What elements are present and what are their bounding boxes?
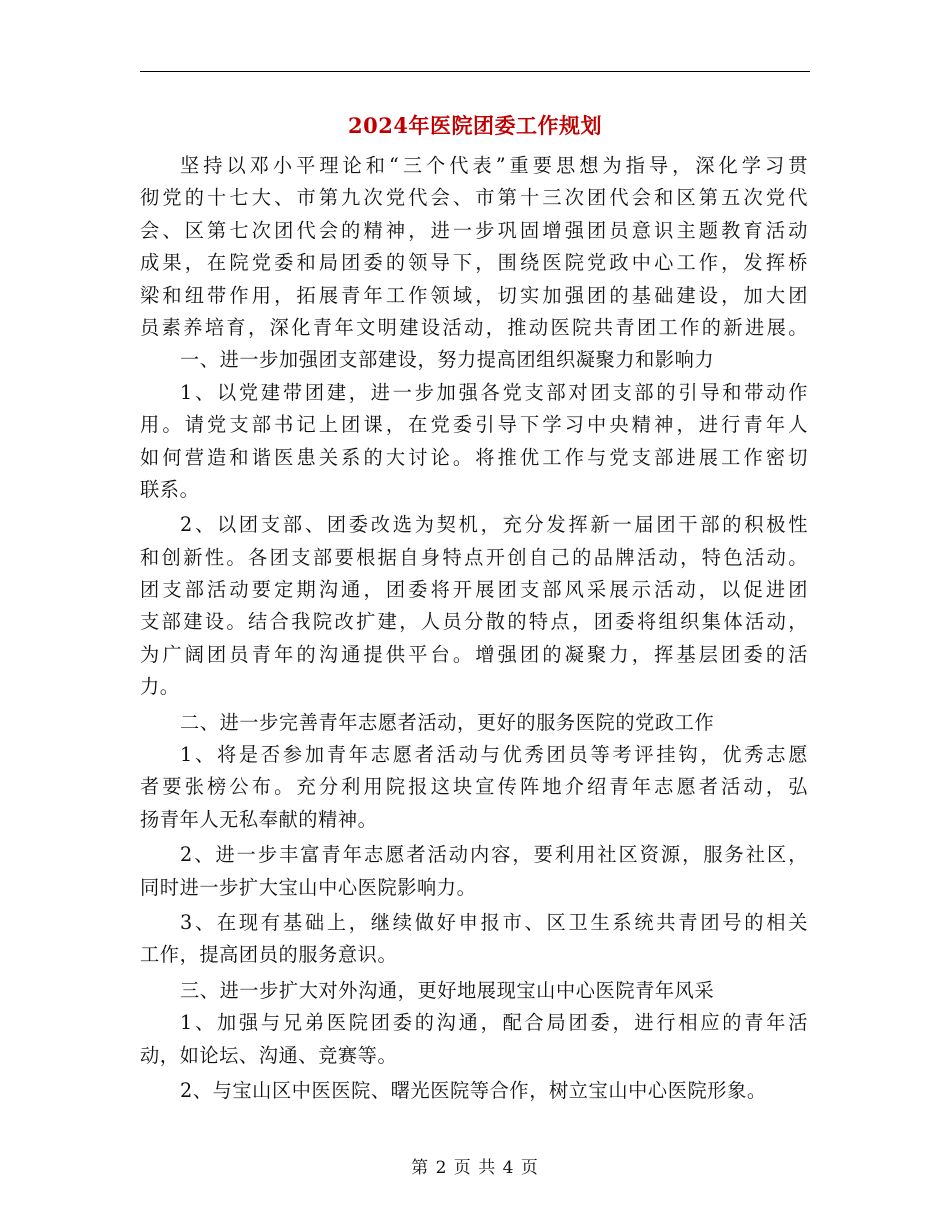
paragraph-line: 2、以团支部、团委改选为契机，充分发挥新一届团干部的积极性 (180, 513, 808, 537)
paragraph-line: 成果，在院党委和局团委的领导下，围绕医院党政中心工作，发挥桥 (140, 251, 808, 275)
paragraph-line: 扬青年人无私奉献的精神。 (140, 807, 378, 831)
document-body (140, 150, 808, 1107)
paragraph-line: 坚持以邓小平理论和“三个代表”重要思想为指导，深化学习贯 (180, 154, 808, 177)
paragraph-line: 1、以党建带团建，进一步加强各党支部对团支部的引导和带动作 (180, 380, 808, 404)
paragraph-line: 2、与宝山区中医医院、曙光医院等合作，树立宝山中心医院形象。 (180, 1078, 767, 1102)
paragraph-line: 和创新性。各团支部要根据自身特点开创自己的品牌活动，特色活动。 (140, 545, 808, 569)
paragraph-line: 力。 (140, 675, 180, 699)
page-title: 2024年医院团委工作规划 (348, 113, 602, 138)
paragraph-line: 2、进一步丰富青年志愿者活动内容，要利用社区资源，服务社区， (180, 843, 808, 867)
paragraph-line: 员素养培育，深化青年文明建设活动，推动医院共青团工作的新进展。 (140, 315, 808, 339)
section-heading: 三、进一步扩大对外沟通，更好地展现宝山中心医院青年风采 (180, 978, 715, 1002)
paragraph-line: 支部建设。结合我院改扩建，人员分散的特点，团委将组织集体活动， (140, 610, 808, 634)
paragraph-line: 梁和纽带作用，拓展青年工作领域，切实加强团的基础建设，加大团 (140, 283, 808, 307)
paragraph-line: 工作，提高团员的服务意识。 (140, 943, 398, 967)
paragraph-line: 者要张榜公布。充分利用院报这块宣传阵地介绍青年志愿者活动，弘 (140, 775, 808, 799)
paragraph-line: 彻党的十七大、市第九次党代会、市第十三次团代会和区第五次党代 (140, 186, 808, 210)
header-rule (140, 71, 810, 72)
paragraph-line: 同时进一步扩大宝山中心医院影响力。 (140, 875, 477, 899)
paragraph-line: 联系。 (140, 477, 200, 501)
paragraph-line: 如何营造和谐医患关系的大讨论。将推优工作与党支部进展工作密切 (140, 445, 808, 469)
paragraph-line: 动，如论坛、沟通、竞赛等。 (140, 1043, 398, 1067)
paragraph-line: 为广阔团员青年的沟通提供平台。增强团的凝聚力，挥基层团委的活 (140, 642, 808, 666)
paragraph-line: 团支部活动要定期沟通，团委将开展团支部风采展示活动，以促进团 (140, 578, 808, 602)
paragraph-line: 3、在现有基础上，继续做好申报市、区卫生系统共青团号的相关 (180, 910, 808, 934)
section-heading: 一、进一步加强团支部建设，努力提高团组织凝聚力和影响力 (180, 348, 715, 372)
page-number-footer: 第 2 页 共 4 页 (411, 1158, 539, 1178)
paragraph-line: 1、加强与兄弟医院团委的沟通，配合局团委，进行相应的青年活 (180, 1011, 808, 1035)
paragraph-line: 1、将是否参加青年志愿者活动与优秀团员等考评挂钩，优秀志愿 (180, 743, 808, 767)
paragraph-line: 会、区第七次团代会的精神，进一步巩固增强团员意识主题教育活动 (140, 218, 808, 242)
section-heading: 二、进一步完善青年志愿者活动，更好的服务医院的党政工作 (180, 710, 715, 734)
paragraph-line: 用。请党支部书记上团课，在党委引导下学习中央精神，进行青年人 (140, 413, 808, 437)
